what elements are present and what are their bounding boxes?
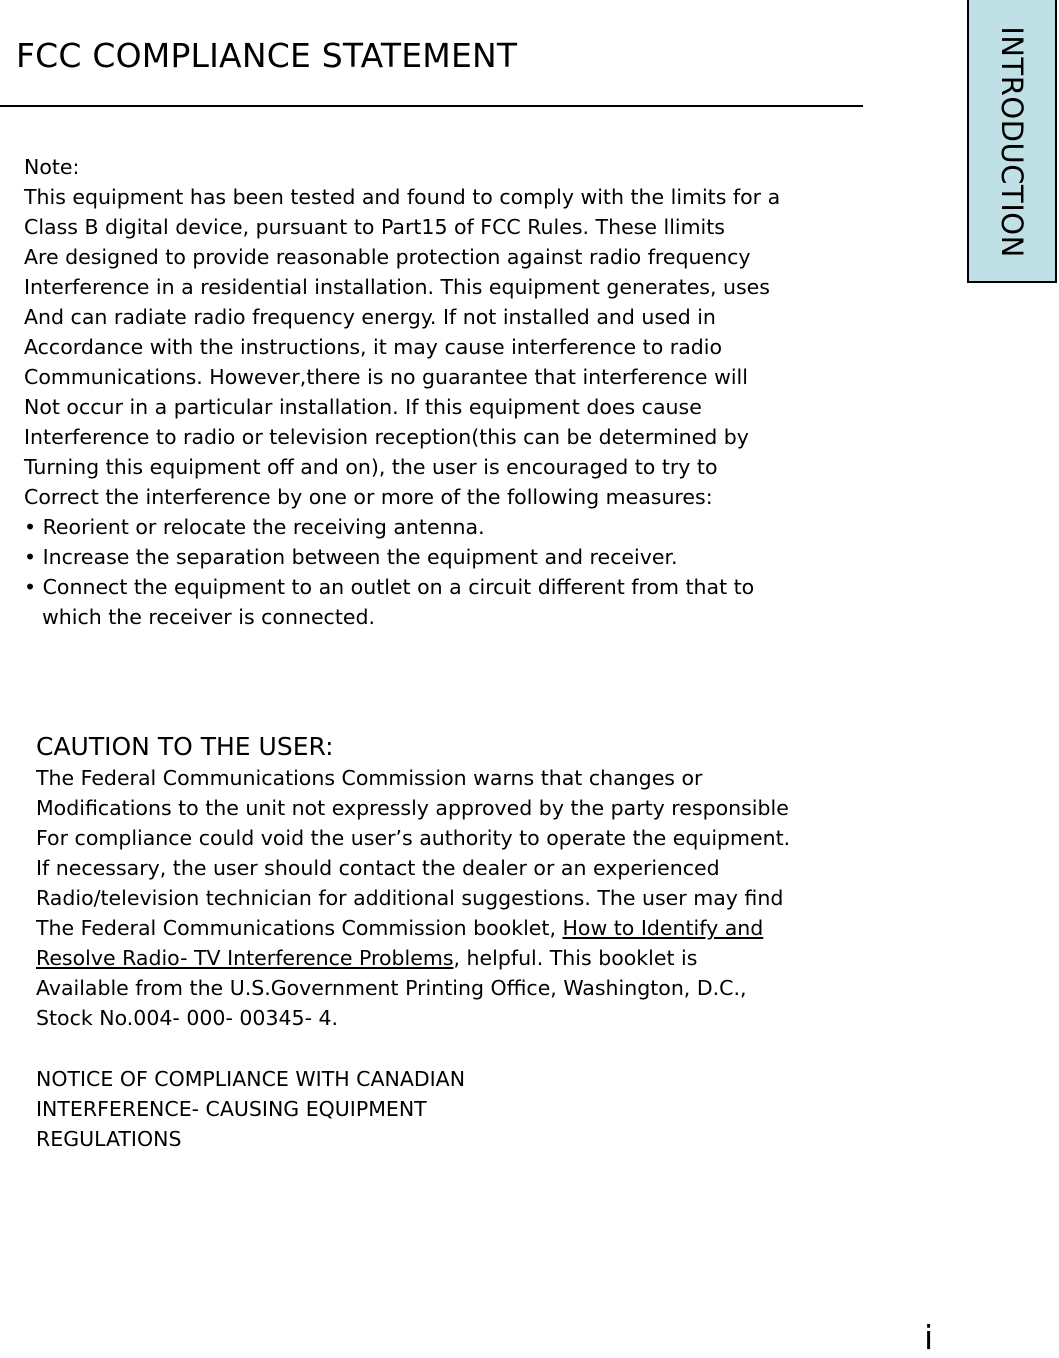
booklet-intro: The Federal Communications Commission booklet, — [36, 916, 563, 940]
measure-bullet: • Increase the separation between the equipment and receiver. — [24, 545, 678, 569]
caution-line: For compliance could void the user’s authority to operate the equipment. — [36, 826, 791, 850]
caution-heading: CAUTION TO THE USER: — [36, 732, 334, 761]
notice-line: INTERFERENCE- CAUSING EQUIPMENT — [36, 1097, 427, 1121]
measure-bullet: • Reorient or relocate the receiving antenna. — [24, 515, 485, 539]
caution-line: If necessary, the user should contact the dealer or an experienced — [36, 856, 720, 880]
caution-line: Available from the U.S.Government Printing Office, Washington, D.C., — [36, 976, 747, 1000]
booklet-title-part2: Resolve Radio- TV Interference Problems — [36, 946, 454, 970]
note-line: Not occur in a particular installation. If this equipment does cause — [24, 395, 702, 419]
caution-line: Modifications to the unit not expressly approved by the party responsible — [36, 796, 789, 820]
note-line: This equipment has been tested and found to comply with the limits for a — [24, 185, 781, 209]
booklet-title-part1: How to Identify and — [562, 916, 764, 940]
note-line: Note: — [24, 155, 80, 179]
note-line: Accordance with the instructions, it may cause interference to radio — [24, 335, 723, 359]
page-title: FCC COMPLIANCE STATEMENT — [16, 36, 518, 75]
section-tab — [967, 0, 1057, 283]
notice-line: REGULATIONS — [36, 1127, 182, 1151]
note-line: Correct the interference by one or more of the following measures: — [24, 485, 713, 509]
note-line: And can radiate radio frequency energy. If not installed and used in — [24, 305, 716, 329]
fcc-note — [24, 152, 780, 632]
booklet-after: , helpful. This booklet is — [453, 946, 698, 970]
section-tab-label: INTRODUCTION — [995, 26, 1029, 258]
measure-bullet-continuation: which the receiver is connected. — [42, 605, 376, 629]
note-line: Are designed to provide reasonable protection against radio frequency — [24, 245, 751, 269]
caution-line: The Federal Communications Commission warns that changes or — [36, 766, 703, 790]
notice-line: NOTICE OF COMPLIANCE WITH CANADIAN — [36, 1067, 466, 1091]
caution-booklet-line — [36, 943, 790, 973]
title-divider — [0, 105, 863, 107]
canadian-notice — [36, 1064, 465, 1154]
caution-section — [36, 731, 790, 1033]
page-number: i — [924, 1318, 934, 1357]
caution-line: Stock No.004- 000- 00345- 4. — [36, 1006, 339, 1030]
note-line: Interference in a residential installation. This equipment generates, uses — [24, 275, 770, 299]
measure-bullet: • Connect the equipment to an outlet on a circuit different from that to — [24, 575, 755, 599]
note-line: Turning this equipment off and on), the user is encouraged to try to — [24, 455, 718, 479]
note-line: Interference to radio or television reception(this can be determined by — [24, 425, 749, 449]
note-line: Class B digital device, pursuant to Part15 of FCC Rules. These llimits — [24, 215, 725, 239]
caution-booklet-line — [36, 913, 790, 943]
note-line: Communications. However,there is no guarantee that interference will — [24, 365, 748, 389]
caution-line: Radio/television technician for additional suggestions. The user may find — [36, 886, 784, 910]
